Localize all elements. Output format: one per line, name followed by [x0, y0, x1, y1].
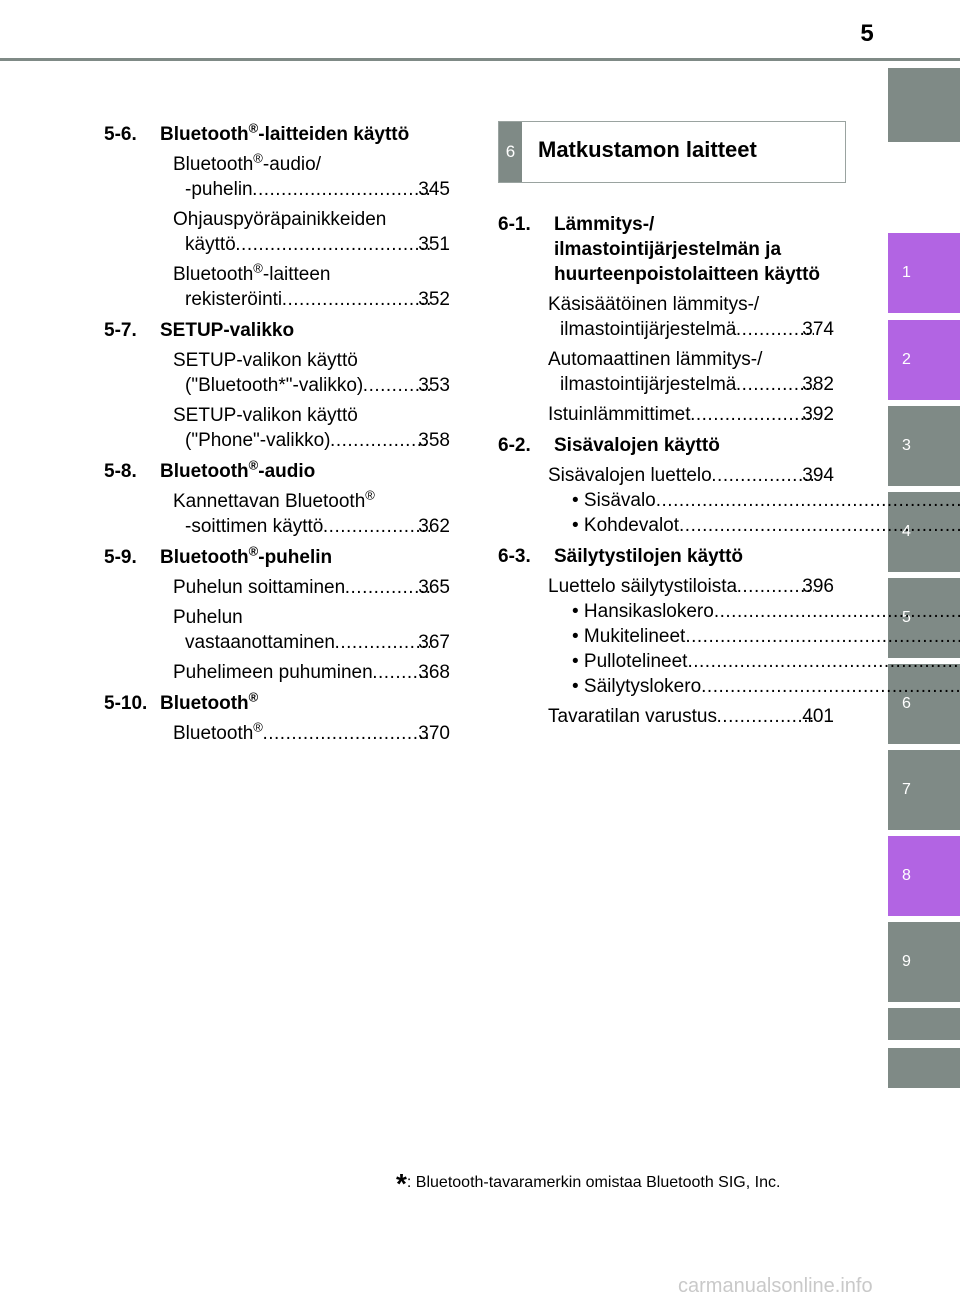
section-title: Bluetooth®-audio — [160, 457, 316, 482]
section-title: Bluetooth® — [160, 689, 259, 714]
toc-subentry[interactable]: • Mukitelineet ..... — [498, 624, 834, 649]
chapter-title: Matkustamon laitteet — [538, 137, 757, 162]
chapter-tab[interactable] — [888, 1008, 960, 1040]
toc-subentry[interactable]: • Kohdevalot ..... — [498, 513, 834, 538]
page-ref: 352 — [418, 289, 450, 310]
section-6-3[interactable] — [498, 544, 834, 569]
toc-subentry[interactable]: • Pullotelineet ..... — [498, 649, 834, 674]
toc-entry[interactable]: Automaattinen lämmitys-/ ilmastointijärjestelmä ..... 382 — [498, 347, 834, 397]
toc-entry[interactable]: Luettelo säilytystiloista ..... 396 — [498, 574, 834, 599]
footnote-text: : Bluetooth-tavaramerkin omistaa Bluetooth SIG, Inc. — [406, 1174, 781, 1191]
section-number: 5-7. — [104, 320, 137, 341]
toc-entry[interactable]: Bluetooth® ..... 370 — [104, 721, 450, 746]
toc-left-column — [104, 116, 450, 746]
chapter-number: 6 — [499, 122, 522, 182]
section-6-2[interactable] — [498, 433, 834, 458]
toc-subentry[interactable]: • Säilytyslokero ..... — [498, 674, 834, 699]
toc-entry[interactable]: SETUP-valikon käyttö ("Bluetooth*"-valikko) ..... 353 — [104, 348, 450, 398]
toc-entry[interactable]: Tavaratilan varustus ..... 401 — [498, 704, 834, 729]
footnote — [396, 1168, 780, 1200]
watermark: carmanualsonline.info — [678, 1275, 873, 1297]
section-title: SETUP-valikko — [160, 320, 295, 341]
page-ref: 362 — [418, 516, 450, 537]
page-ref: 365 — [418, 577, 450, 598]
page-number: 5 — [860, 20, 874, 47]
toc-entry[interactable]: Ohjauspyöräpainikkeiden käyttö ..... 351 — [104, 207, 450, 257]
chapter-tab-8[interactable]: 8 — [888, 836, 960, 916]
toc-entry[interactable]: Bluetooth®-audio/ -puhelin ..... 345 — [104, 152, 450, 202]
page-ref: 370 — [418, 723, 450, 744]
section-title: Säilytystilojen käyttö — [554, 546, 744, 567]
chapter-tab-6[interactable]: 6 — [888, 664, 960, 744]
page-ref: 392 — [802, 404, 834, 425]
toc-entry[interactable]: Istuinlämmittimet ..... 392 — [498, 402, 834, 427]
page-ref: 394 — [802, 465, 834, 486]
page-ref: 374 — [802, 319, 834, 340]
section-title: Lämmitys-/ ilmastointijärjestelmän ja huurteenpoistolaitteen käyttö — [554, 214, 821, 285]
section-5-8[interactable] — [104, 459, 450, 484]
section-5-7[interactable] — [104, 318, 450, 343]
page-ref: 351 — [418, 234, 450, 255]
section-number: 5-6. — [104, 124, 137, 145]
page-ref: 367 — [418, 632, 450, 653]
section-number: 6-3. — [498, 546, 531, 567]
section-number: 6-1. — [498, 214, 531, 235]
toc-subentry[interactable]: • Sisävalo ..... — [498, 488, 834, 513]
section-5-9[interactable] — [104, 545, 450, 570]
toc-entry[interactable]: Kannettavan Bluetooth® -soittimen käyttö ..... 362 — [104, 489, 450, 539]
toc-entry[interactable]: Käsisäätöinen lämmitys-/ ilmastointijärjestelmä ..... 374 — [498, 292, 834, 342]
section-number: 6-2. — [498, 435, 531, 456]
toc-entry[interactable]: Puhelun soittaminen ..... 365 — [104, 575, 450, 600]
page-ref: 401 — [802, 706, 834, 727]
page-ref: 345 — [418, 179, 450, 200]
section-number: 5-9. — [104, 547, 137, 568]
footnote-asterisk: * — [396, 1168, 407, 1199]
section-5-6[interactable] — [104, 122, 450, 147]
toc-entry[interactable]: SETUP-valikon käyttö ("Phone"-valikko) ..... 358 — [104, 403, 450, 453]
toc-entry[interactable]: Bluetooth®-laitteen rekisteröinti ..... 352 — [104, 262, 450, 312]
top-rule — [0, 58, 960, 61]
section-number: 5-10. — [104, 693, 148, 714]
page-ref: 382 — [802, 374, 834, 395]
chapter-tab-7[interactable]: 7 — [888, 750, 960, 830]
chapter-tab-5[interactable]: 5 — [888, 578, 960, 658]
section-title: Bluetooth®-puhelin — [160, 543, 333, 568]
chapter-tab-2[interactable]: 2 — [888, 320, 960, 400]
toc-entry[interactable]: Puhelun vastaanottaminen ..... 367 — [104, 605, 450, 655]
section-title: Sisävalojen käyttö — [554, 435, 720, 456]
chapter-tab-9[interactable]: 9 — [888, 922, 960, 1002]
chapter-tab-3[interactable]: 3 — [888, 406, 960, 486]
section-title: Bluetooth®-laitteiden käyttö — [160, 120, 410, 145]
toc-entry[interactable]: Puhelimeen puhuminen ..... 368 — [104, 660, 450, 685]
toc-right-column — [498, 206, 834, 729]
chapter-tab-1[interactable]: 1 — [888, 233, 960, 313]
toc-subentry[interactable]: • Hansikaslokero ..... — [498, 599, 834, 624]
toc-entry[interactable]: Sisävalojen luettelo ..... 394 — [498, 463, 834, 488]
chapter-tab[interactable] — [888, 68, 960, 142]
page-ref: 396 — [802, 576, 834, 597]
section-5-10[interactable] — [104, 691, 450, 716]
section-number: 5-8. — [104, 461, 137, 482]
page-ref: 368 — [418, 662, 450, 683]
chapter-heading-box — [498, 121, 846, 183]
page-ref: 353 — [418, 375, 450, 396]
page-ref: 358 — [418, 430, 450, 451]
chapter-tab[interactable] — [888, 1048, 960, 1088]
chapter-tab-4[interactable]: 4 — [888, 492, 960, 572]
section-6-1[interactable] — [498, 212, 834, 287]
